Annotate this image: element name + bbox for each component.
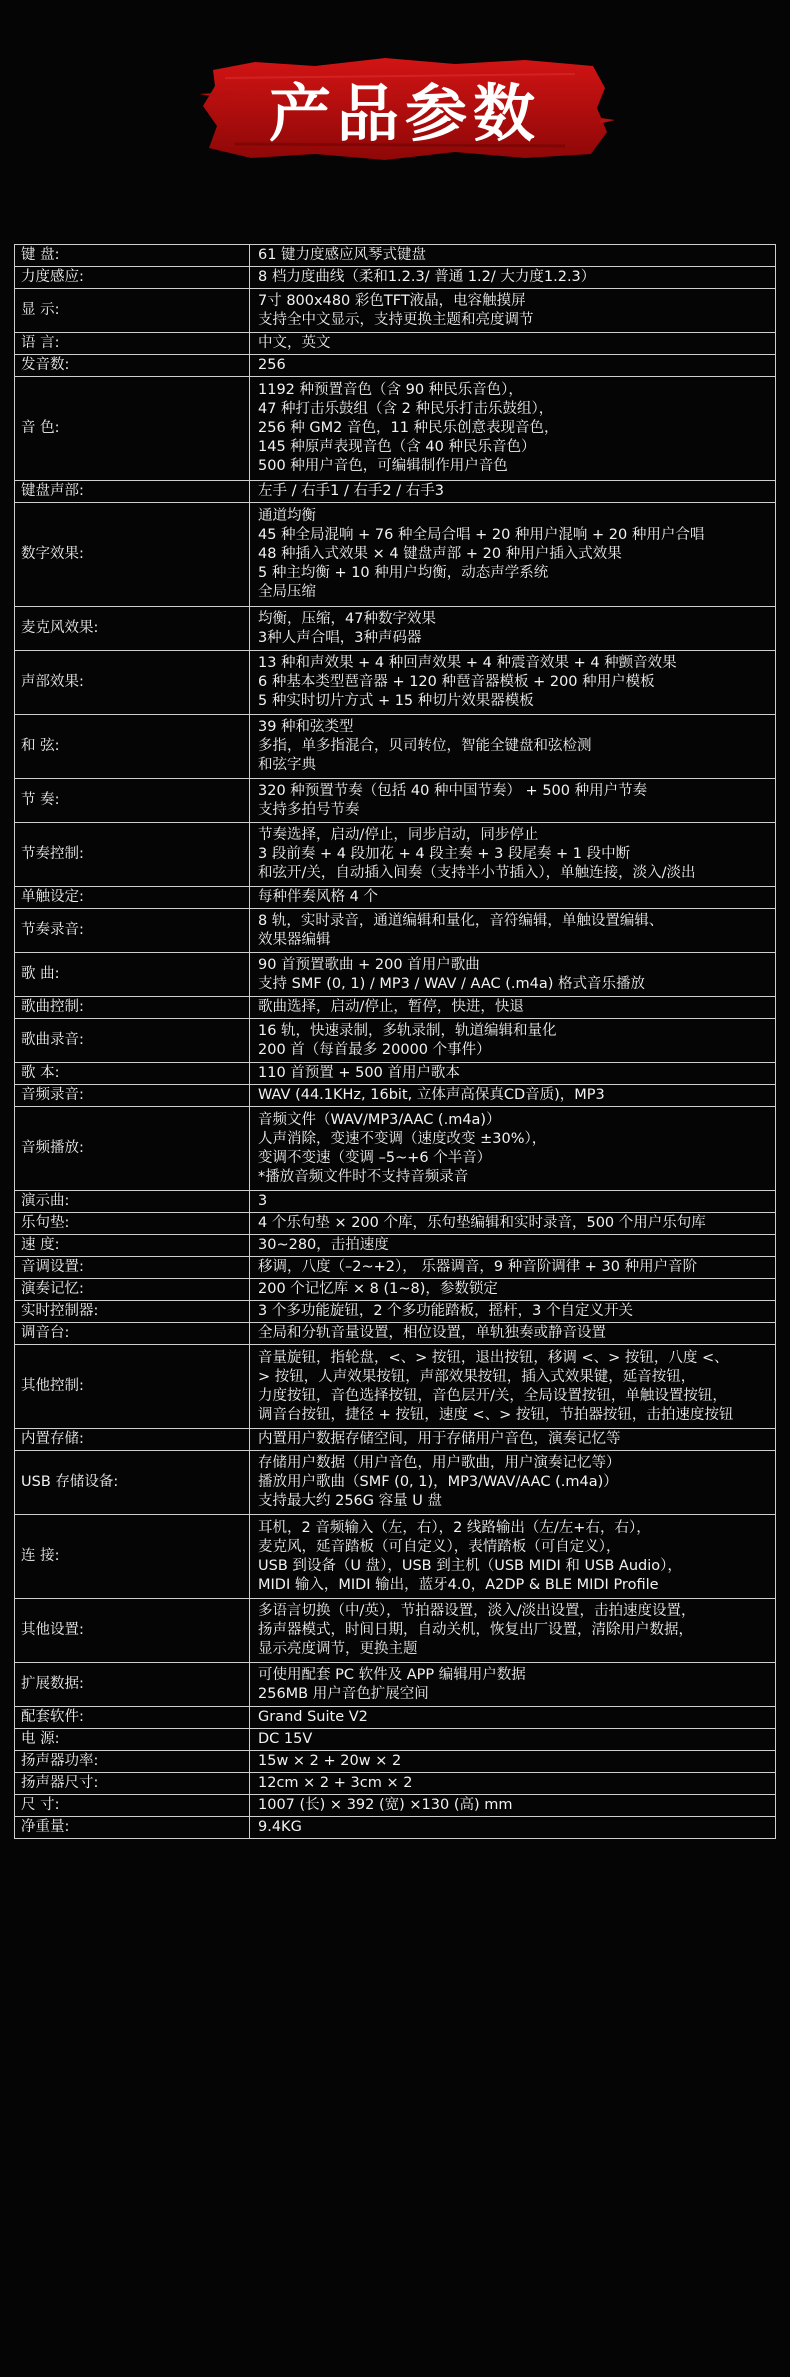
- spec-label: 配套软件:: [15, 1707, 250, 1729]
- spec-label: 扬声器尺寸:: [15, 1773, 250, 1795]
- spec-table: [14, 244, 776, 1839]
- spec-row: [15, 377, 776, 481]
- spec-row: [15, 1085, 776, 1107]
- spec-value: 256: [250, 355, 776, 377]
- spec-row: [15, 355, 776, 377]
- spec-row: [15, 779, 776, 823]
- spec-row: [15, 1323, 776, 1345]
- spec-label: 发音数:: [15, 355, 250, 377]
- spec-row: [15, 1751, 776, 1773]
- spec-row: [15, 1817, 776, 1839]
- spec-value: 节奏选择，启动/停止，同步启动，同步停止 3 段前奏 + 4 段加花 + 4 段主奏 + 3 段尾奏 + 1 段中断 和弦开/关，自动插入间奏（支持半小节插入），单触连接，淡入/淡出: [250, 823, 776, 887]
- spec-label: 键 盘:: [15, 245, 250, 267]
- spec-value: 内置用户数据存储空间，用于存储用户音色，演奏记忆等: [250, 1429, 776, 1451]
- spec-value: 3 个多功能旋钮，2 个多功能踏板，摇杆，3 个自定义开关: [250, 1301, 776, 1323]
- spec-label: 数字效果:: [15, 503, 250, 607]
- spec-label: 实时控制器:: [15, 1301, 250, 1323]
- spec-value: 9.4KG: [250, 1817, 776, 1839]
- spec-row: [15, 481, 776, 503]
- spec-value: 均衡，压缩，47种数字效果 3种人声合唱，3种声码器: [250, 607, 776, 651]
- spec-label: 音调设置:: [15, 1257, 250, 1279]
- spec-row: [15, 267, 776, 289]
- spec-row: [15, 823, 776, 887]
- spec-value: 存储用户数据（用户音色，用户歌曲，用户演奏记忆等） 播放用户歌曲（SMF (0, 1)，MP3/WAV/AAC (.m4a)） 支持最大约 256G 容量 U 盘: [250, 1451, 776, 1515]
- spec-label: 声部效果:: [15, 651, 250, 715]
- spec-value: 移调，八度（–2~+2）， 乐器调音，9 种音阶调律 + 30 种用户音阶: [250, 1257, 776, 1279]
- spec-row: [15, 1515, 776, 1599]
- spec-row: [15, 887, 776, 909]
- spec-row: [15, 245, 776, 267]
- spec-value: 1007 (长) × 392 (宽) ×130 (高) mm: [250, 1795, 776, 1817]
- spec-label: 音频播放:: [15, 1107, 250, 1191]
- spec-row: [15, 333, 776, 355]
- title-banner: [195, 48, 615, 168]
- spec-value: DC 15V: [250, 1729, 776, 1751]
- spec-label: 其他设置:: [15, 1599, 250, 1663]
- spec-value: 音频文件（WAV/MP3/AAC (.m4a)） 人声消除，变速不变调（速度改变 ±30%）， 变调不变速（变调 –5~+6 个半音） *播放音频文件时不支持音频录音: [250, 1107, 776, 1191]
- spec-row: [15, 1019, 776, 1063]
- spec-row: [15, 607, 776, 651]
- spec-label: 歌 本:: [15, 1063, 250, 1085]
- spec-value: 110 首预置 + 500 首用户歌本: [250, 1063, 776, 1085]
- spec-row: [15, 1707, 776, 1729]
- spec-label: 歌 曲:: [15, 953, 250, 997]
- spec-value: 7寸 800x480 彩色TFT液晶，电容触摸屏 支持全中文显示，支持更换主题和亮度调节: [250, 289, 776, 333]
- spec-value: 200 个记忆库 × 8 (1~8)，参数锁定: [250, 1279, 776, 1301]
- spec-row: [15, 715, 776, 779]
- spec-row: [15, 1107, 776, 1191]
- spec-value: 39 种和弦类型 多指，单多指混合，贝司转位，智能全键盘和弦检测 和弦字典: [250, 715, 776, 779]
- spec-label: 节奏控制:: [15, 823, 250, 887]
- spec-row: [15, 1429, 776, 1451]
- spec-value: Grand Suite V2: [250, 1707, 776, 1729]
- spec-row: [15, 1191, 776, 1213]
- spec-label: 调音台:: [15, 1323, 250, 1345]
- spec-row: [15, 1279, 776, 1301]
- page-title: 产品参数: [268, 76, 541, 150]
- spec-value: 耳机，2 音频输入（左，右），2 线路输出（左/左+右，右）， 麦克风，延音踏板（可自定义），表情踏板（可自定义）， USB 到设备（U 盘），USB 到主机（USB MIDI 和 USB Audio）， MIDI 输入，MIDI 输出，蓝牙4.0，A2DP & BLE MIDI Profile: [250, 1515, 776, 1599]
- spec-value: 15w × 2 + 20w × 2: [250, 1751, 776, 1773]
- spec-label: 歌曲录音:: [15, 1019, 250, 1063]
- spec-value: 通道均衡 45 种全局混响 + 76 种全局合唱 + 20 种用户混响 + 20 种用户合唱 48 种插入式效果 × 4 键盘声部 + 20 种用户插入式效果 5 种主均衡 + 10 种用户均衡，动态声学系统 全局压缩: [250, 503, 776, 607]
- spec-value: 90 首预置歌曲 + 200 首用户歌曲 支持 SMF (0, 1) / MP3 / WAV / AAC (.m4a) 格式音乐播放: [250, 953, 776, 997]
- spec-label: 键盘声部:: [15, 481, 250, 503]
- spec-value: 61 键力度感应风琴式键盘: [250, 245, 776, 267]
- spec-value: 3: [250, 1191, 776, 1213]
- spec-label: 净重量:: [15, 1817, 250, 1839]
- spec-label: 乐句垫:: [15, 1213, 250, 1235]
- spec-label: 歌曲控制:: [15, 997, 250, 1019]
- spec-value: 13 种和声效果 + 4 种回声效果 + 4 种震音效果 + 4 种颤音效果 6 种基本类型琶音器 + 120 种琶音器模板 + 200 种用户模板 5 种实时切片方式 + 15 种切片效果器模板: [250, 651, 776, 715]
- spec-label: 扩展数据:: [15, 1663, 250, 1707]
- spec-value: 8 档力度曲线（柔和1.2.3/ 普通 1.2/ 大力度1.2.3）: [250, 267, 776, 289]
- spec-row: [15, 1599, 776, 1663]
- spec-value: 多语言切换（中/英），节拍器设置，淡入/淡出设置，击拍速度设置， 扬声器模式，时间日期，自动关机，恢复出厂设置，清除用户数据， 显示亮度调节，更换主题: [250, 1599, 776, 1663]
- spec-label: 语 言:: [15, 333, 250, 355]
- spec-row: [15, 503, 776, 607]
- spec-value: WAV (44.1KHz, 16bit, 立体声高保真CD音质)，MP3: [250, 1085, 776, 1107]
- spec-label: 电 源:: [15, 1729, 250, 1751]
- spec-row: [15, 1235, 776, 1257]
- spec-value: 歌曲选择，启动/停止，暂停，快进，快退: [250, 997, 776, 1019]
- spec-label: 扬声器功率:: [15, 1751, 250, 1773]
- spec-label: 其他控制:: [15, 1345, 250, 1429]
- spec-row: [15, 1213, 776, 1235]
- spec-label: 麦克风效果:: [15, 607, 250, 651]
- spec-label: 显 示:: [15, 289, 250, 333]
- spec-row: [15, 909, 776, 953]
- spec-label: 尺 寸:: [15, 1795, 250, 1817]
- spec-label: 力度感应:: [15, 267, 250, 289]
- spec-label: USB 存储设备:: [15, 1451, 250, 1515]
- spec-value: 16 轨，快速录制，多轨录制，轨道编辑和量化 200 首（每首最多 20000 个事件）: [250, 1019, 776, 1063]
- spec-label: 节奏录音:: [15, 909, 250, 953]
- spec-value: 中文，英文: [250, 333, 776, 355]
- spec-row: [15, 1301, 776, 1323]
- spec-label: 演奏记忆:: [15, 1279, 250, 1301]
- spec-label: 演示曲:: [15, 1191, 250, 1213]
- spec-row: [15, 1795, 776, 1817]
- spec-row: [15, 1451, 776, 1515]
- spec-row: [15, 1663, 776, 1707]
- spec-value: 12cm × 2 + 3cm × 2: [250, 1773, 776, 1795]
- spec-value: 8 轨，实时录音，通道编辑和量化，音符编辑，单触设置编辑、 效果器编辑: [250, 909, 776, 953]
- spec-row: [15, 953, 776, 997]
- spec-row: [15, 997, 776, 1019]
- spec-label: 音 色:: [15, 377, 250, 481]
- spec-row: [15, 1345, 776, 1429]
- spec-value: 4 个乐句垫 × 200 个库，乐句垫编辑和实时录音，500 个用户乐句库: [250, 1213, 776, 1235]
- spec-value: 全局和分轨音量设置，相位设置，单轨独奏或静音设置: [250, 1323, 776, 1345]
- spec-value: 1192 种预置音色（含 90 种民乐音色）， 47 种打击乐鼓组（含 2 种民乐打击乐鼓组）， 256 种 GM2 音色，11 种民乐创意表现音色， 145 种原声表现音色（含 40 种民乐音色） 500 种用户音色，可编辑制作用户音色: [250, 377, 776, 481]
- spec-row: [15, 289, 776, 333]
- spec-label: 连 接:: [15, 1515, 250, 1599]
- spec-row: [15, 1257, 776, 1279]
- spec-label: 节 奏:: [15, 779, 250, 823]
- spec-value: 每种伴奏风格 4 个: [250, 887, 776, 909]
- spec-label: 内置存储:: [15, 1429, 250, 1451]
- spec-value: 可使用配套 PC 软件及 APP 编辑用户数据 256MB 用户音色扩展空间: [250, 1663, 776, 1707]
- spec-value: 音量旋钮，指轮盘，<、> 按钮，退出按钮，移调 <、> 按钮，八度 <、 > 按钮，人声效果按钮，声部效果按钮，插入式效果键，延音按钮， 力度按钮，音色选择按钮，音色层开/关，全局设置按钮，单触设置按钮， 调音台按钮，捷径 + 按钮，速度 <、> 按钮，节拍器按钮，击拍速度按钮: [250, 1345, 776, 1429]
- spec-row: [15, 1729, 776, 1751]
- spec-row: [15, 1773, 776, 1795]
- spec-label: 速 度:: [15, 1235, 250, 1257]
- spec-value: 320 种预置节奏（包括 40 种中国节奏） + 500 种用户节奏 支持多拍号节奏: [250, 779, 776, 823]
- spec-label: 单触设定:: [15, 887, 250, 909]
- spec-value: 30~280，击拍速度: [250, 1235, 776, 1257]
- spec-label: 和 弦:: [15, 715, 250, 779]
- spec-row: [15, 651, 776, 715]
- spec-row: [15, 1063, 776, 1085]
- spec-label: 音频录音:: [15, 1085, 250, 1107]
- spec-value: 左手 / 右手1 / 右手2 / 右手3: [250, 481, 776, 503]
